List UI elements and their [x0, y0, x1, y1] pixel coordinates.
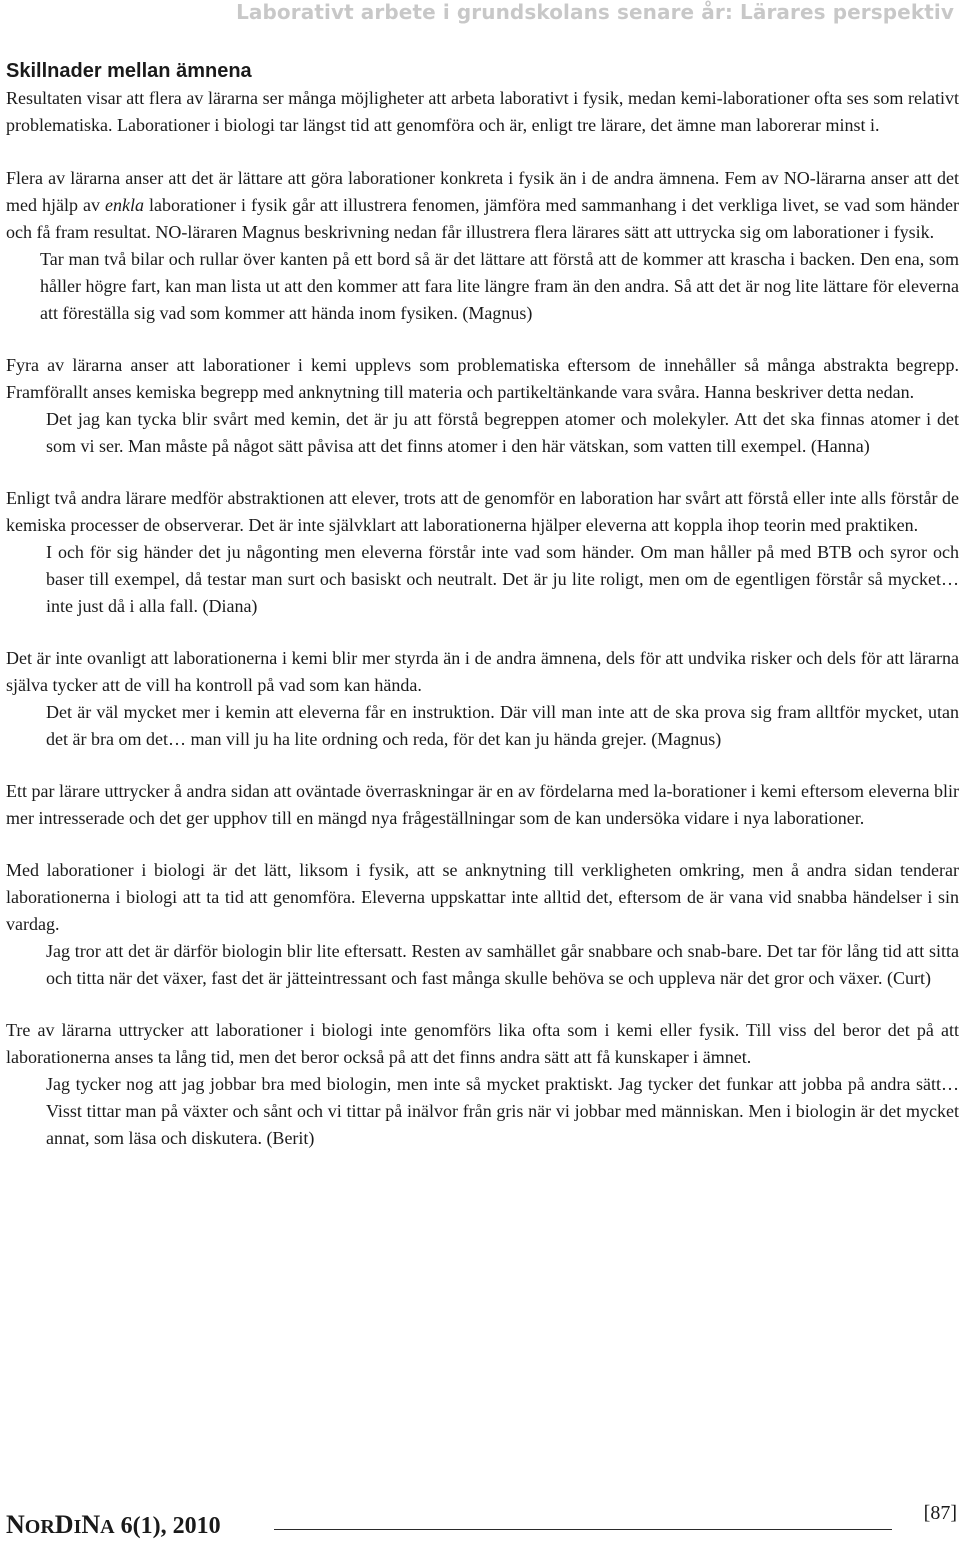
paragraph-kemi-forstar: Enligt två andra lärare medför abstraktionen att elever, trots att de genomför en laboration har svårt att förstå eller inte alls förstår de kemiska processer de observerar. Det är inte självklart att laborationerna hjälper eleverna att koppla ihop teorin med praktiken.	[6, 488, 959, 535]
paragraph-fysik-emphasis: enkla	[105, 195, 144, 215]
section-heading: Skillnader mellan ämnena	[6, 60, 252, 82]
paragraph-kemi-abstrakt: Fyra av lärarna anser att laborationer i kemi upplevs som problematiska eftersom de innehåller så många abstrakta begrepp. Framförallt anses kemiska begrepp med anknytning till materia och partikeltänkande vara svåra. Hanna beskriver detta nedan.	[6, 355, 959, 402]
quote-magnus-kemi: Det är väl mycket mer i kemin att eleverna får en instruktion. Där vill man inte att de ska prova sig fram alltför mycket, utan det är bra om det… man vill ju ha lite ordning och reda, för det kan ju hända grejer. (Magnus)	[46, 702, 959, 749]
quote-hanna: Det jag kan tycka blir svårt med kemin, det är ju att förstå begreppen atomer och molekyler. Att det ska finnas atomer i det som vi ser. Man måste på något sätt påvisa att det finns atomer i den här vätskan, som vatten till exempel. (Hanna)	[46, 409, 959, 456]
intro-paragraph: Resultaten visar att flera av lärarna ser många möjligheter att arbeta laborativt i fysik, medan kemi-laborationer ofta ses som relativt problematiska. Laborationer i biologi tar längst tid att genomföra och är, enligt tre lärare, det ämne man laborerar minst i.	[6, 88, 959, 135]
quote-diana: I och för sig händer det ju någonting men eleverna förstår inte vad som händer. Om man håller på med BTB och syror och baser till exempel, då testar man surt och basiskt och neutralt. Det är ju lite roligt, men om de egentligen förstår så mycket… inte just då i alla fall. (Diana)	[46, 542, 959, 616]
paragraph-fysik-pre: Flera av lärarna anser att det är lättare att göra laborationer konkreta i fysik än i de andra ämnena. Fem av NO-lärarna anser att det med hjälp av	[6, 168, 959, 215]
page-number: [87]	[923, 1502, 957, 1524]
paragraph-kemi-overraskningar: Ett par lärare uttrycker å andra sidan att oväntade överraskningar är en av fördelarna med la-borationer i kemi eftersom eleverna blir mer intresserade och det ger upphov till en mängd nya frågeställningar som de kan undersöka vidare i nya laborationer.	[6, 781, 959, 828]
paragraph-fysik	[6, 165, 959, 246]
quote-magnus-fysik: Tar man två bilar och rullar över kanten på ett bord så är det lättare att förstå att de kommer att krascha i backen. Den ena, som håller högre fart, kan man lista ut att den kommer att fara lite längre fram än den andra. Så att det är nog lite lättare för eleverna att föreställa sig vad som kommer att hända inom fysiken. (Magnus)	[40, 249, 959, 323]
quote-berit: Jag tycker nog att jag jobbar bra med biologin, men inte så mycket praktiskt. Jag tycker det funkar att jobba på andra sätt… Visst tittar man på växter och sånt och vi tittar på inälvor från gris när vi jobbar med människan. Men i biologin är det mycket annat, som läsa och diskutera. (Berit)	[46, 1074, 959, 1148]
page-footer	[6, 1502, 959, 1546]
paragraph-biologi-ofta: Tre av lärarna uttrycker att laborationer i biologi inte genomförs lika ofta som i kemi eller fysik. Till viss del beror det på att laborationerna anses ta lång tid, men det beror också på att det finns andra sätt att få kunskaper i ämnet.	[6, 1020, 959, 1067]
footer-rule	[274, 1529, 892, 1530]
paragraph-fysik-post: laborationer i fysik går att illustrera fenomen, jämföra med sammanhang i det verkliga livet, se vad som händer och få fram resultat. NO-läraren Magnus beskrivning nedan får illustrera flera lärares sätt att uttrycka sig om laborationer i fysik.	[6, 195, 959, 242]
journal-issue: 6(1), 2010	[114, 1513, 221, 1539]
running-header: Laborativt arbete i grundskolans senare år: Lärares perspektiv	[236, 0, 954, 24]
paragraph-kemi-styrda: Det är inte ovanligt att laborationerna i kemi blir mer styrda än i de andra ämnena, dels för att undvika risker och dels för att lärarna själva tycker att de vill ha kontroll på vad som kan hända.	[6, 648, 959, 695]
article-body	[6, 58, 959, 1152]
quote-curt: Jag tror att det är därför biologin blir lite eftersatt. Resten av samhället går snabbare och snab-bare. Det tar för lång tid att sitta och titta när det växer, fast det är jätteintressant och fast många skulle behöva se och uppleva när det gror och växer. (Curt)	[46, 941, 959, 988]
journal-name: NORDINA 6(1), 2010	[6, 1510, 221, 1539]
paragraph-biologi-tid: Med laborationer i biologi är det lätt, liksom i fysik, att se anknytning till verkligheten omkring, men å andra sidan tenderar laborationerna i biologi att ta tid att genomföra. Eleverna uppskattar inte alltid det, eftersom de är vana vid snabba händelser i sin vardag.	[6, 860, 959, 934]
